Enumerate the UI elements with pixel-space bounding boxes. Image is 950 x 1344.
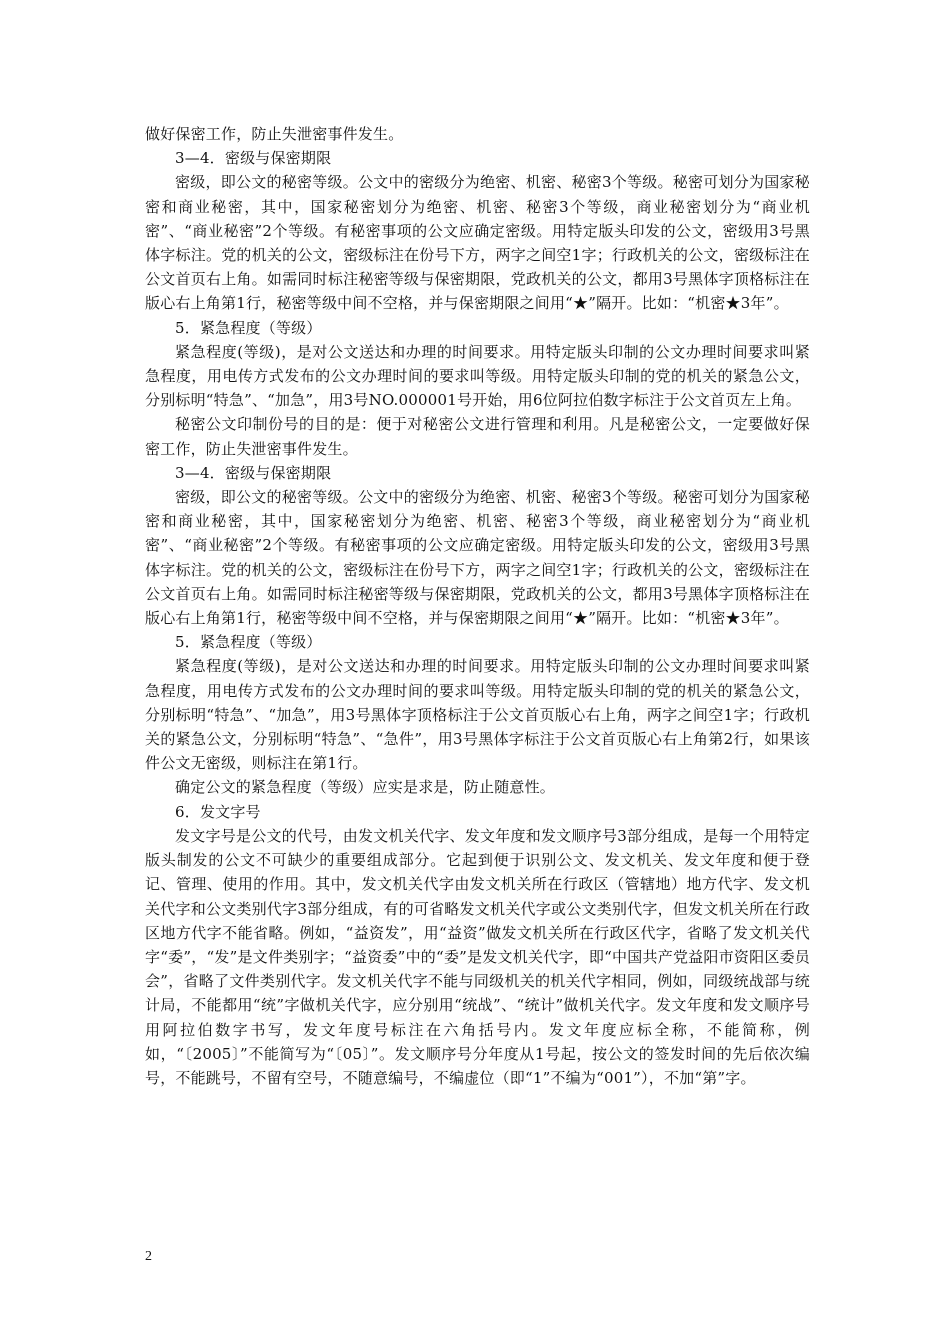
- section-heading: 3—4．密级与保密期限: [175, 463, 332, 482]
- paragraph: 做好保密工作，防止失泄密事件发生。: [145, 125, 404, 143]
- paragraph: 确定公文的紧急程度（等级）应实是求是，防止随意性。: [175, 778, 556, 797]
- section-heading: 3—4．密级与保密期限: [175, 149, 332, 168]
- section-heading: 5．紧急程度（等级）: [175, 633, 322, 652]
- section-heading: 6．发文字号: [175, 802, 261, 821]
- document-body: [145, 122, 810, 1090]
- section-heading: 5．紧急程度（等级）: [175, 318, 322, 337]
- paragraph: 秘密公文印制份号的目的是：便于对秘密公文进行管理和利用。凡是秘密公文，一定要做好保密工作，防止失泄密事件发生。: [145, 415, 810, 458]
- paragraph: 发文字号是公文的代号，由发文机关代字、发文年度和发文顺序号3部分组成，是每一个用特定版头制发的公文不可缺少的重要组成部分。它起到便于识别公文、发文机关、发文年度和便于登记、管理、使用的作用。其中，发文机关代字由发文机关所在行政区（管辖地）地方代字、发文机关代字和公文类别代字3部分组成，有的可省略发文机关代字或公文类别代字，但发文机关所在行政区地方代字不能省略。例如，“益资发”，用“益资”做发文机关所在行政区代字，省略了发文机关代字“委”，“发”是文件类别字；“益资委”中的“委”是发文机关代字，即“中国共产党益阳市资阳区委员会”，省略了文件类别代字。发文机关代字不能与同级机关的机关代字相同，例如，同级统战部与统计局，不能都用“统”字做机关代字，应分别用“统战”、“统计”做机关代字。发文年度和发文顺序号用阿拉伯数字书写，发文年度号标注在六角括号内。发文年度应标全称，不能简称，例如，“〔2005〕”不能简写为“〔05〕”。发文顺序号分年度从1号起，按公文的签发时间的先后依次编号，不能跳号，不留有空号，不随意编号，不编虚位（即“1”不编为“001”），不加“第”字。: [145, 826, 810, 1087]
- paragraph: 密级，即公文的秘密等级。公文中的密级分为绝密、机密、秘密3个等级。秘密可划分为国家秘密和商业秘密，其中，国家秘密划分为绝密、机密、秘密3个等级，商业秘密划分为“商业机密”、“商业秘密”2个等级。有秘密事项的公文应确定密级。用特定版头印发的公文，密级用3号黑体字标注。党的机关的公文，密级标注在份号下方，两字之间空1字；行政机关的公文，密级标注在公文首页右上角。如需同时标注秘密等级与保密期限，党政机关的公文，都用3号黑体字顶格标注在版心右上角第1行，秘密等级中间不空格，并与保密期限之间用“★”隔开。比如：“机密★3年”。: [145, 488, 810, 628]
- paragraph: 紧急程度(等级)，是对公文送达和办理的时间要求。用特定版头印制的公文办理时间要求叫紧急程度，用电传方式发布的公文办理时间的要求叫等级。用特定版头印制的党的机关的紧急公文，分别标明“特急”、“加急”，用3号NO.000001号开始，用6位阿拉伯数字标注于公文首页左上角。: [145, 342, 810, 410]
- paragraph: 密级，即公文的秘密等级。公文中的密级分为绝密、机密、秘密3个等级。秘密可划分为国家秘密和商业秘密，其中，国家秘密划分为绝密、机密、秘密3个等级，商业秘密划分为“商业机密”、“商业秘密”2个等级。有秘密事项的公文应确定密级。用特定版头印发的公文，密级用3号黑体字标注。党的机关的公文，密级标注在份号下方，两字之间空1字；行政机关的公文，密级标注在公文首页右上角。如需同时标注秘密等级与保密期限，党政机关的公文，都用3号黑体字顶格标注在版心右上角第1行，秘密等级中间不空格，并与保密期限之间用“★”隔开。比如：“机密★3年”。: [145, 173, 810, 313]
- paragraph: 紧急程度(等级)，是对公文送达和办理的时间要求。用特定版头印制的公文办理时间要求叫紧急程度，用电传方式发布的公文办理时间的要求叫等级。用特定版头印制的党的机关的紧急公文，分别标明“特急”、“加急”，用3号黑体字顶格标注于公文首页版心右上角，两字之间空1字；行政机关的紧急公文，分别标明“特急”、“急件”，用3号黑体字标注于公文首页版心右上角第2行，如果该件公文无密级，则标注在第1行。: [145, 657, 810, 773]
- page-number: 2: [145, 1249, 152, 1264]
